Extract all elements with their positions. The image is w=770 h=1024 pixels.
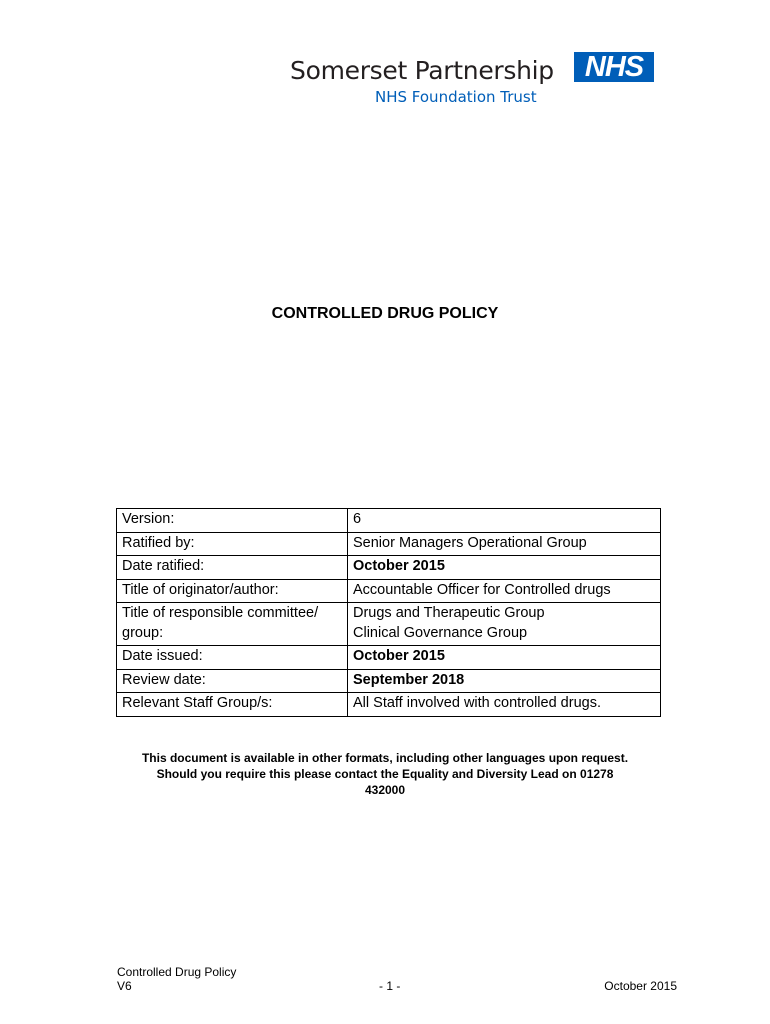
footer-version: V6 <box>117 979 132 993</box>
details-value: Senior Managers Operational Group <box>348 532 661 556</box>
footer-document-title: Controlled Drug Policy <box>117 965 237 979</box>
details-value: October 2015 <box>348 646 661 670</box>
document-details-table <box>116 508 661 717</box>
details-label: Title of responsible committee/ group: <box>117 603 348 646</box>
details-row <box>117 556 661 580</box>
details-label: Ratified by: <box>117 532 348 556</box>
details-row <box>117 579 661 603</box>
details-label: Date ratified: <box>117 556 348 580</box>
details-value: September 2018 <box>348 669 661 693</box>
footer-date: October 2015 <box>604 979 677 993</box>
details-label: Review date: <box>117 669 348 693</box>
notice-line: Should you require this please contact the Equality and Diversity Lead on 01278 <box>156 767 614 781</box>
details-value: October 2015 <box>348 556 661 580</box>
details-row <box>117 532 661 556</box>
details-label: Version: <box>117 509 348 533</box>
details-label: Title of originator/author: <box>117 579 348 603</box>
trust-logo <box>290 50 660 110</box>
notice-line: This document is available in other formats, including other languages upon request. <box>141 751 629 765</box>
details-row <box>117 693 661 717</box>
accessibility-notice <box>100 750 670 798</box>
document-title: CONTROLLED DRUG POLICY <box>271 305 499 322</box>
notice-line: 432000 <box>364 783 406 797</box>
details-value: Drugs and Therapeutic Group Clinical Governance Group <box>348 603 661 646</box>
nhs-logo-badge: NHS <box>574 52 654 82</box>
org-subtitle: NHS Foundation Trust <box>375 88 537 106</box>
details-row <box>117 646 661 670</box>
details-value: 6 <box>348 509 661 533</box>
details-row <box>117 509 661 533</box>
details-row <box>117 603 661 646</box>
details-value: Accountable Officer for Controlled drugs <box>348 579 661 603</box>
org-name: Somerset Partnership <box>290 56 554 85</box>
footer-page-number: - 1 - <box>379 979 401 993</box>
details-row <box>117 669 661 693</box>
details-value: All Staff involved with controlled drugs. <box>348 693 661 717</box>
details-label: Date issued: <box>117 646 348 670</box>
details-label: Relevant Staff Group/s: <box>117 693 348 717</box>
